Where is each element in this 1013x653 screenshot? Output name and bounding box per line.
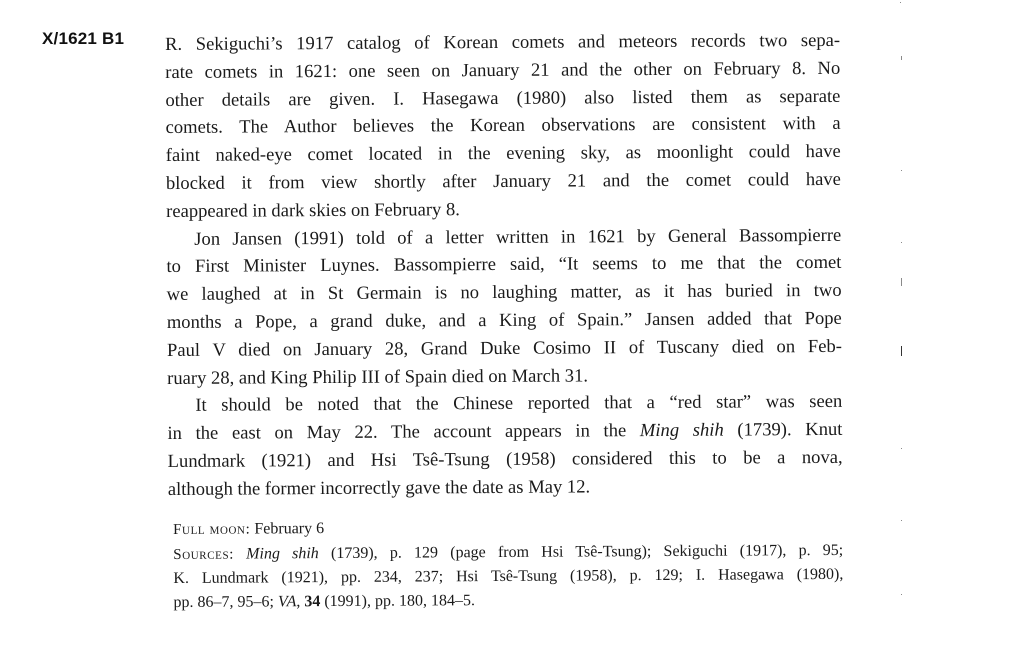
paragraph-bassompierre-letter xyxy=(166,221,842,392)
scan-artifact xyxy=(901,242,902,243)
text-line: rate comets in 1621: one seen on January 21 and the other on February 8. No xyxy=(165,57,841,83)
text-line: to First Minister Luynes. Bassompierre said, “It seems to me that the comet xyxy=(166,252,842,278)
text-fragment: (1739), p. 129 (page from Hsi Tsê-Tsung); Sekiguchi (1917), p. 95; xyxy=(318,541,844,562)
text-line: R. Sekiguchi’s 1917 catalog of Korean comets and meteors records two sepa- xyxy=(165,29,841,55)
sources-line xyxy=(173,586,843,614)
text-fragment: in the east on May 22. The account appears in the xyxy=(167,420,640,445)
text-line xyxy=(167,416,842,448)
text-fragment: , xyxy=(296,592,305,610)
work-title: Ming shih xyxy=(639,419,724,442)
full-moon-label: Full moon: xyxy=(173,521,251,538)
text-line: faint naked-eye comet located in the evening sky, as moonlight could have xyxy=(165,141,841,167)
journal-abbrev: VA xyxy=(277,592,297,610)
sources-label: Sources: xyxy=(173,546,234,563)
sources-line: K. Lundmark (1921), pp. 234, 237; Hsi Tsê-Tsung (1958), p. 129; I. Hasegawa (1980), xyxy=(173,565,844,587)
scan-artifact xyxy=(901,278,902,286)
text-fragment: (1991), pp. 180, 184–5. xyxy=(320,591,476,610)
entry-body xyxy=(165,27,843,504)
work-title: Ming shih xyxy=(246,544,319,563)
scan-artifact xyxy=(901,56,902,60)
text-line: Paul V died on January 28, Grand Duke Cosimo II of Tuscany died on Feb- xyxy=(166,335,843,361)
entry-id-heading: X/1621 B1 xyxy=(42,29,125,48)
full-moon-value: February 6 xyxy=(250,520,325,538)
journal-volume: 34 xyxy=(304,592,321,610)
text-line: Jon Jansen (1991) told of a letter written in 1621 by General Bassompierre xyxy=(194,224,842,250)
scan-artifact xyxy=(901,594,902,595)
text-line: It should be noted that the Chinese reported that a “red star” was seen xyxy=(195,391,843,417)
text-line: ruary 28, and King Philip III of Spain died on March 31. xyxy=(167,364,589,389)
scan-artifact xyxy=(901,448,902,449)
scan-artifact xyxy=(901,520,902,521)
entry-notes xyxy=(173,514,844,614)
text-fragment: (1739). Knut xyxy=(723,419,843,441)
paragraph-chinese-red-star xyxy=(167,388,843,503)
text-line: blocked it from view shortly after January 21 and the comet could have xyxy=(165,168,841,194)
scan-artifact xyxy=(900,2,901,3)
text-line: other details are given. I. Hasegawa (1980) also listed them as separate xyxy=(165,85,841,111)
text-line: months a Pope, a grand duke, and a King of Spain.” Jansen added that Pope xyxy=(166,307,842,333)
scan-artifact xyxy=(901,170,902,171)
text-fragment: pp. 86–7, 95–6; xyxy=(173,592,279,611)
text-line: comets. The Author believes the Korean observations are consistent with a xyxy=(165,113,841,139)
scan-artifact xyxy=(901,346,902,356)
text-line: reappeared in dark skies on February 8. xyxy=(166,198,460,222)
text-line: although the former incorrectly gave the date as May 12. xyxy=(167,476,591,500)
text-line: we laughed at in St Germain is no laughing matter, as it has buried in two xyxy=(166,280,842,306)
text-line: Lundmark (1921) and Hsi Tsê-Tsung (1958) considered this to be a nova, xyxy=(167,446,843,472)
paragraph-korean-records xyxy=(165,27,841,226)
